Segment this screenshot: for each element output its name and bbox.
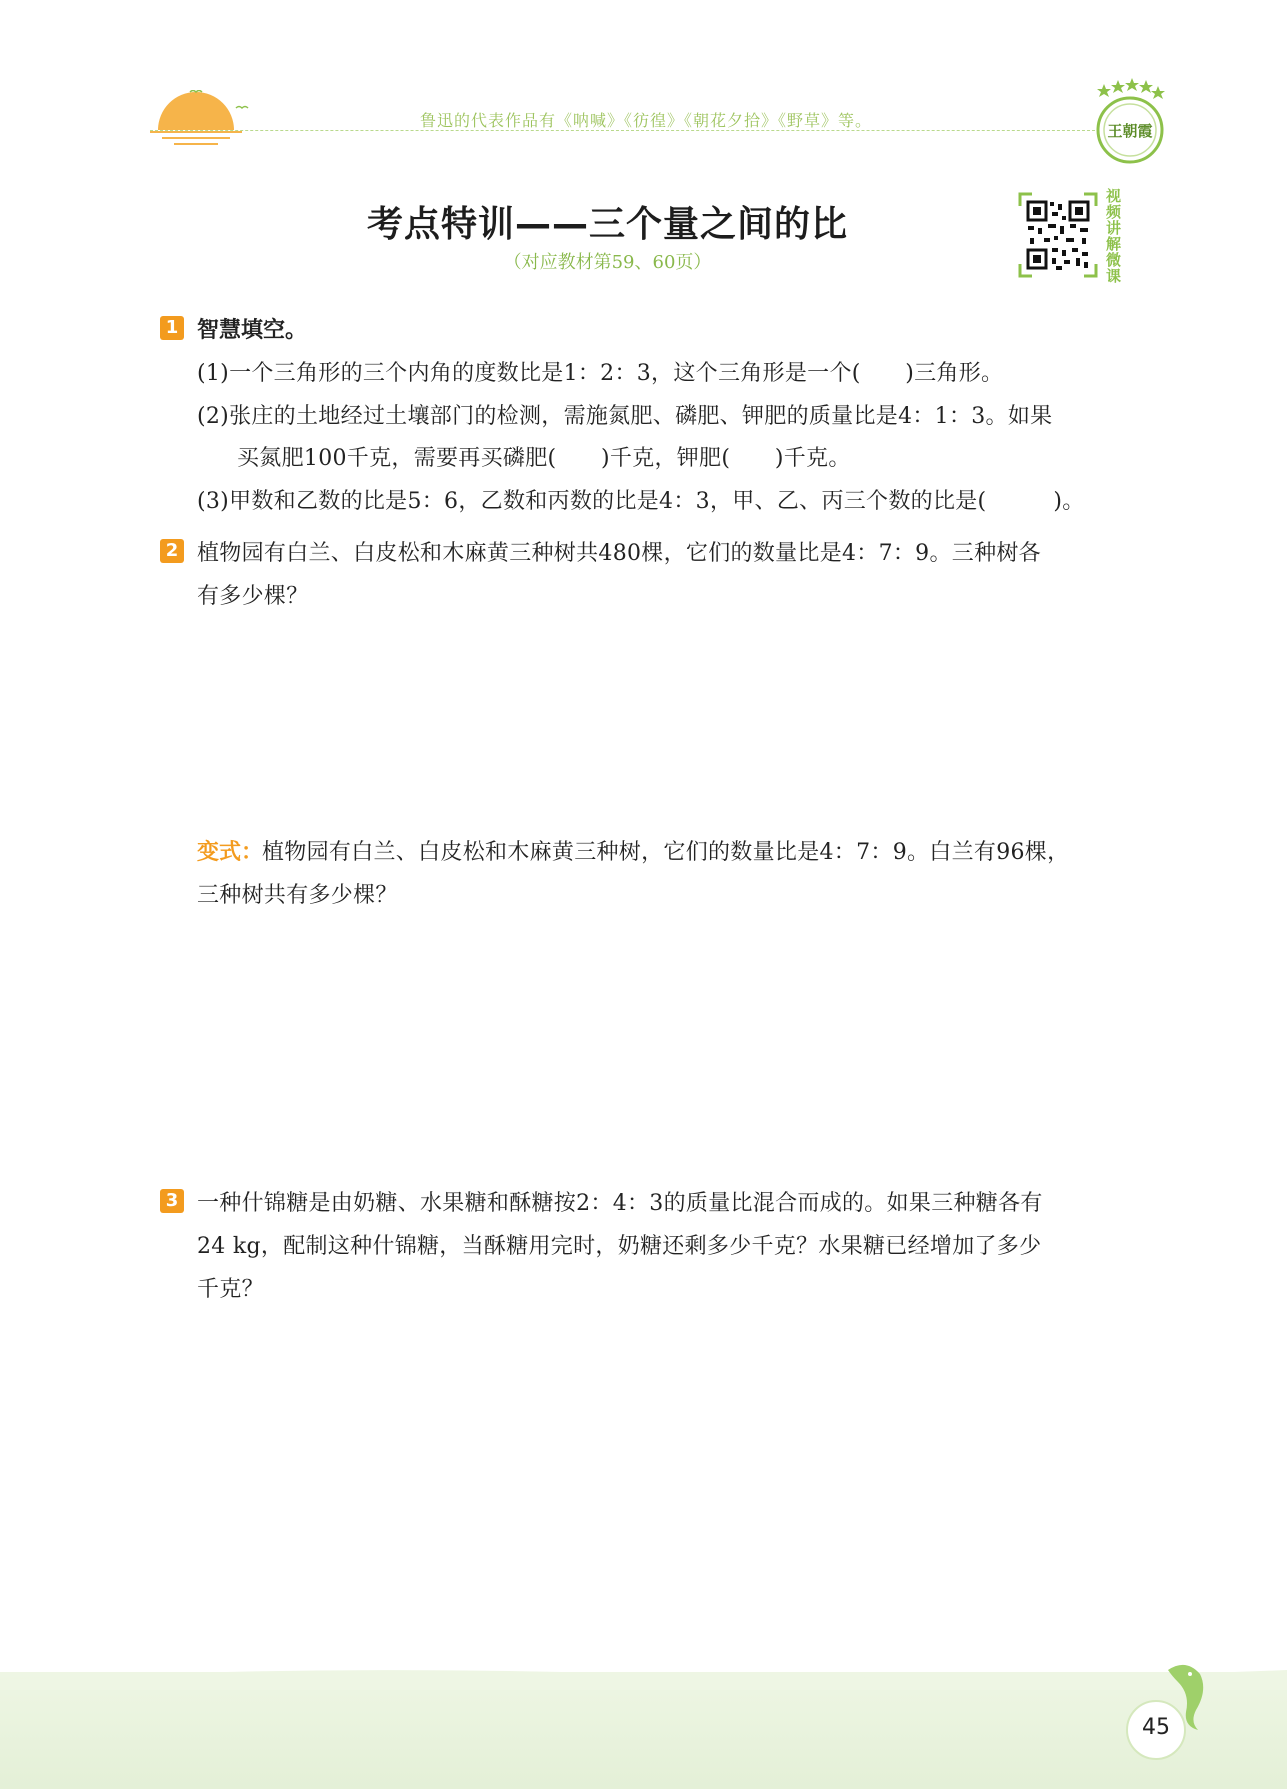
question-3-answer-area[interactable]: [197, 1315, 1157, 1645]
question-2-text-cont: 有多少棵？: [197, 584, 309, 609]
question-3-text: 一种什锦糖是由奶糖、水果糖和酥糖按2：4：3的质量比混合而成的。如果三种糖各有: [197, 1191, 1043, 1216]
wangzhaoxia-badge-logo: [1088, 78, 1170, 168]
qr-label-char: 讲: [1106, 219, 1122, 237]
sunset-icon: [150, 90, 250, 150]
page-title: 考点特训——三个量之间的比: [366, 204, 848, 245]
question-1-part-1: (1)一个三角形的三个内角的度数比是1：2：3，这个三角形是一个( )三角形。: [197, 361, 1004, 386]
variant-label: 变式：: [197, 840, 264, 865]
question-3-text-cont-2: 千克？: [197, 1277, 264, 1302]
question-2-text: 植物园有白兰、白皮松和木麻黄三种树共480棵，它们的数量比是4：7：9。三种树各: [197, 541, 1041, 566]
variant-answer-area[interactable]: [197, 920, 1157, 1170]
qr-label-char: 频: [1106, 203, 1122, 221]
question-2-answer-area[interactable]: [197, 620, 1157, 820]
qr-label-char: 视: [1106, 187, 1122, 205]
question-3-text-cont: 24 kg，配制这种什锦糖，当酥糖用完时，奶糖还剩多少千克？水果糖已经增加了多少: [197, 1234, 1042, 1259]
variant-text-cont: 三种树共有多少棵？: [197, 883, 398, 908]
footer-wave: [0, 1660, 1287, 1690]
page-number: 45: [1142, 1715, 1170, 1740]
qr-label-char: 微: [1106, 251, 1122, 269]
question-1-part-2: (2)张庄的土地经过土壤部门的检测，需施氮肥、磷肥、钾肥的质量比是4：1：3。如果: [197, 404, 1053, 429]
qr-label-char: 课: [1106, 267, 1122, 285]
question-number-1: 1: [160, 316, 184, 340]
qr-video-label: [1106, 188, 1128, 284]
question-1-heading: 智慧填空。: [197, 318, 308, 343]
question-number-3: 3: [160, 1189, 184, 1213]
header-quote: 鲁迅的代表作品有《呐喊》《彷徨》《朝花夕拾》《野草》等。: [420, 111, 873, 130]
qr-code[interactable]: [1018, 192, 1098, 278]
page-subtitle: （对应教材第59、60页）: [503, 252, 712, 273]
question-1-part-3: (3)甲数和乙数的比是5：6，乙数和丙数的比是4：3，甲、乙、丙三个数的比是( )。: [197, 489, 1085, 514]
badge-text: 王朝霞: [1107, 122, 1153, 140]
question-number-2: 2: [160, 539, 184, 563]
variant-text: 植物园有白兰、白皮松和木麻黄三种树，它们的数量比是4：7：9。白兰有96棵，: [262, 840, 1070, 865]
question-1-part-2-cont: 买氮肥100千克，需要再买磷肥( )千克，钾肥( )千克。: [237, 446, 851, 471]
qr-label-char: 解: [1106, 235, 1122, 253]
